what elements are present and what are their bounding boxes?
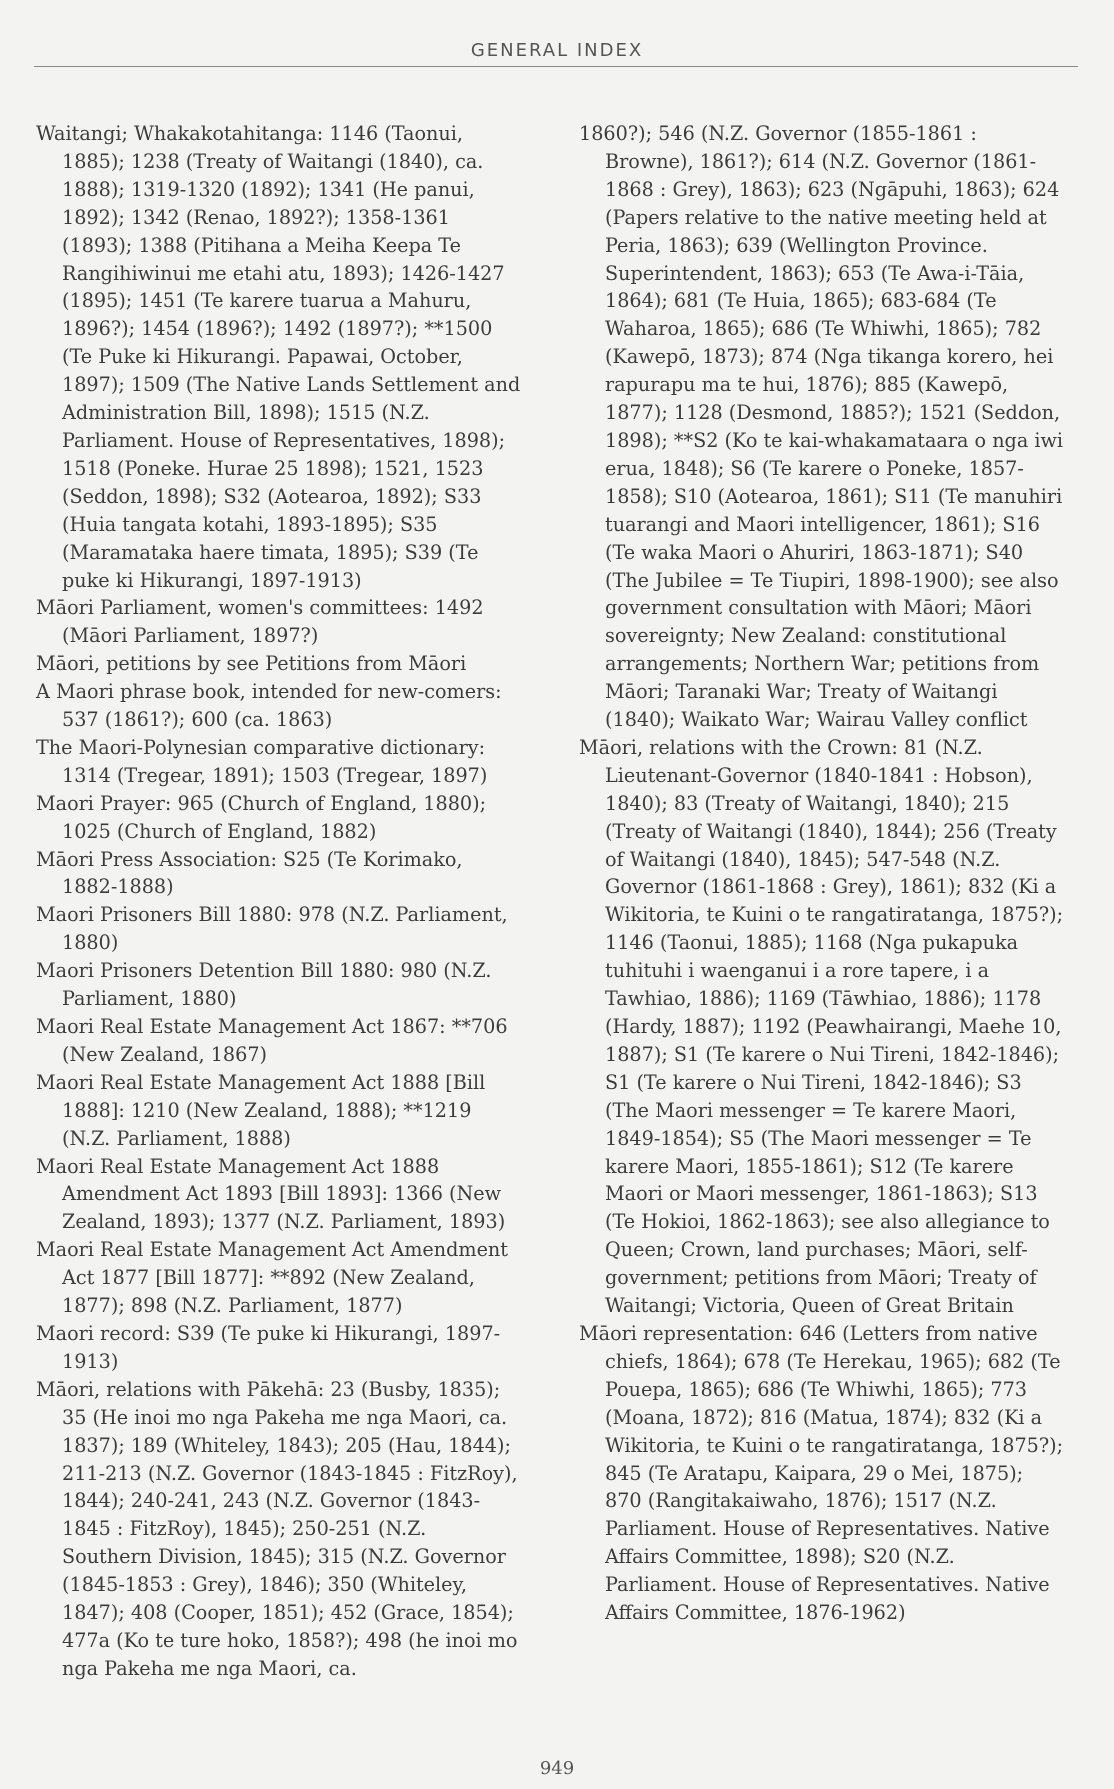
- index-entry: A Maori phrase book, intended for new-comers: 537 (1861?); 600 (ca. 1863): [36, 680, 502, 732]
- index-entry: Maori Prayer: 965 (Church of England, 1880); 1025 (Church of England, 1882): [36, 791, 487, 843]
- index-entry: Māori Press Association: S25 (Te Korimako, 1882-1888): [36, 847, 463, 899]
- index-entry: Māori Parliament, women's committees: 1492 (Māori Parliament, 1897?): [36, 596, 484, 648]
- index-entry: Maori Real Estate Management Act 1888 Amendment Act 1893 [Bill 1893]: 1366 (New Zealand, 1893); 1377 (N.Z. Parliament, 1893): [36, 1154, 506, 1234]
- index-entry: Maori Real Estate Management Act 1867: **706 (New Zealand, 1867): [36, 1015, 508, 1066]
- index-entry: 1860?); 546 (N.Z. Governor (1855-1861 : Browne), 1861?); 614 (N.Z. Governor (1861-1868 : Grey), 1863); 623 (Ngāpuhi, 1863); 624 (Papers relative to the native meeting held at Peria, 1863); 639 (Wellington Province. Superintendent, 1863); 653 (Te Awa-i-Tāia, 1864); 681 (Te Huia, 1865); 683-684 (Te Waharoa, 1865); 686 (Te Whiwhi, 1865); 782 (Kawepō, 1873); 874 (Nga tikanga korero, hei rapurapu ma te hui, 1876); 885 (Kawepō, 1877); 1128 (Desmond, 1885?); 1521 (Seddon, 1898); **S2 (Ko te kai-whakamataara o nga iwi erua, 1848); S6 (Te karere o Poneke, 1857-1858); S10 (Aotearoa, 1861); S11 (Te manuhiri tuarangi and Maori intelligencer, 1861); S16 (Te waka Maori o Ahuriri, 1863-1871); S40 (The Jubilee = Te Tiupiri, 1898-1900); see also government consultation with Māori; Māori sovereignty; New Zealand: constitutional arrangements; Northern War; petitions from Māori; Taranaki War; Treaty of Waitangi (1840); Waikato War; Wairau Valley conflict: [579, 122, 1064, 732]
- index-entry: Maori Prisoners Bill 1880: 978 (N.Z. Parliament, 1880): [36, 903, 508, 955]
- index-entry: Maori Real Estate Management Act 1888 [Bill 1888]: 1210 (New Zealand, 1888); **1219 (N.Z. Parliament, 1888): [36, 1070, 486, 1150]
- index-entry: Māori, relations with Pākehā: 23 (Busby, 1835); 35 (He inoi mo nga Pakeha me nga Maori, ca. 1837); 189 (Whiteley, 1843); 205 (Hau, 1844); 211-213 (N.Z. Governor (1843-1845 : FitzRoy), 1844); 240-241, 243 (N.Z. Governor (1843-1845 : FitzRoy), 1845); 250-251 (N.Z. Southern Division, 1845); 315 (N.Z. Governor (1845-1853 : Grey), 1846); 350 (Whiteley, 1847); 408 (Cooper, 1851); 452 (Grace, 1854); 477a (Ko te ture hoko, 1858?); 498 (he inoi mo nga Pakeha me nga Maori, ca.: [36, 1377, 518, 1680]
- index-entry: Maori record: S39 (Te puke ki Hikurangi, 1897-1913): [36, 1321, 501, 1373]
- index-column-left: [36, 120, 522, 1683]
- index-entry: Māori, petitions by see Petitions from Māori: [36, 652, 467, 676]
- index-entry: Māori, relations with the Crown: 81 (N.Z. Lieutenant-Governor (1840-1841 : Hobson), 1840); 83 (Treaty of Waitangi, 1840); 215 (Treaty of Waitangi (1840), 1844); 256 (Treaty of Waitangi (1840), 1845); 547-548 (N.Z. Governor (1861-1868 : Grey), 1861); 832 (Ki a Wikitoria, te Kuini o te rangatiratanga, 1875?); 1146 (Taonui, 1885); 1168 (Nga pukapuka tuhituhi i waenganui i a rore tapere, i a Tawhiao, 1886); 1169 (Tāwhiao, 1886); 1178 (Hardy, 1887); 1192 (Peawhairangi, Maehe 10, 1887); S1 (Te karere o Nui Tireni, 1842-1846); S1 (Te karere o Nui Tireni, 1842-1846); S3 (The Maori messenger = Te karere Maori, 1849-1854); S5 (The Maori messenger = Te karere Maori, 1855-1861); S12 (Te karere Maori or Maori messenger, 1861-1863); S13 (Te Hokioi, 1862-1863); see also allegiance to Queen; Crown, land purchases; Māori, self-government; petitions from Māori; Treaty of Waitangi; Victoria, Queen of Great Britain: [579, 735, 1064, 1318]
- index-entry: The Maori-Polynesian comparative dictionary: 1314 (Tregear, 1891); 1503 (Tregear, 1897): [36, 735, 488, 787]
- index-column-right: [579, 120, 1065, 1627]
- page-number: 949: [539, 1758, 575, 1779]
- index-entry: Waitangi; Whakakotahitanga: 1146 (Taonui, 1885); 1238 (Treaty of Waitangi (1840), ca. 1888); 1319-1320 (1892); 1341 (He panui, 1892); 1342 (Renao, 1892?); 1358-1361 (1893); 1388 (Pitihana a Meiha Keepa Te Rangihiwinui me etahi atu, 1893); 1426-1427 (1895); 1451 (Te karere tuarua a Mahuru, 1896?); 1454 (1896?); 1492 (1897?); **1500 (Te Puke ki Hikurangi. Papawai, October, 1897); 1509 (The Native Lands Settlement and Administration Bill, 1898); 1515 (N.Z. Parliament. House of Representatives, 1898); 1518 (Poneke. Hurae 25 1898); 1521, 1523 (Seddon, 1898); S32 (Aotearoa, 1892); S33 (Huia tangata kotahi, 1893-1895); S35 (Maramataka haere timata, 1895); S39 (Te puke ki Hikurangi, 1897-1913): [36, 122, 521, 592]
- index-entry: Maori Prisoners Detention Bill 1880: 980 (N.Z. Parliament, 1880): [36, 959, 492, 1011]
- index-entry: Māori representation: 646 (Letters from native chiefs, 1864); 678 (Te Herekau, 1965); 682 (Te Pouepa, 1865); 686 (Te Whiwhi, 1865); 773 (Moana, 1872); 816 (Matua, 1874); 832 (Ki a Wikitoria, te Kuini o te rangatiratanga, 1875?); 845 (Te Aratapu, Kaipara, 29 o Mei, 1875); 870 (Rangitakaiwaho, 1876); 1517 (N.Z. Parliament. House of Representatives. Native Affairs Committee, 1898); S20 (N.Z. Parliament. House of Representatives. Native Affairs Committee, 1876-1962): [579, 1321, 1064, 1625]
- index-entry: Maori Real Estate Management Act Amendment Act 1877 [Bill 1877]: **892 (New Zealand, 1877); 898 (N.Z. Parliament, 1877): [36, 1238, 509, 1318]
- running-header: GENERAL INDEX: [470, 40, 644, 61]
- header-rule: [34, 66, 1078, 67]
